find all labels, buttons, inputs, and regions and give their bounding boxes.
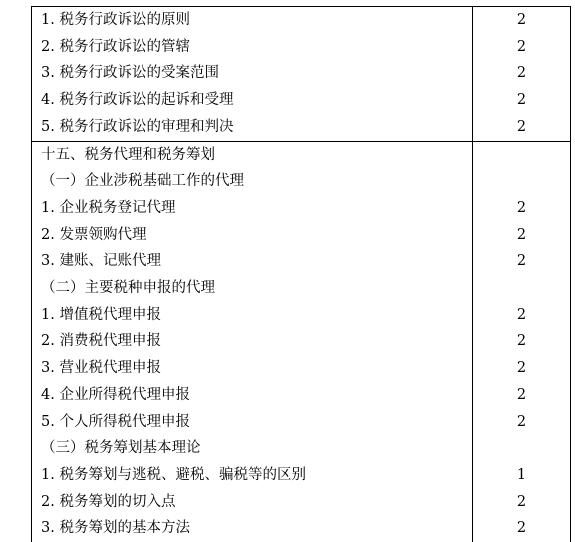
item-cell: 5. 税务行政诉讼的审理和判决 — [32, 114, 473, 141]
value-cell: 1 — [473, 462, 571, 489]
table-row — [32, 489, 571, 516]
item-cell: 1. 企业税务登记代理 — [32, 195, 473, 222]
value-cell — [473, 275, 571, 302]
table-row — [32, 222, 571, 249]
table-row — [32, 34, 571, 61]
value-cell: 2 — [473, 60, 571, 87]
item-cell: 1. 税务行政诉讼的原则 — [32, 7, 473, 34]
value-cell — [473, 141, 571, 168]
subsection-heading: （二）主要税种申报的代理 — [32, 275, 473, 302]
value-cell — [473, 435, 571, 462]
value-cell: 2 — [473, 114, 571, 141]
table-row — [32, 355, 571, 382]
section-heading: 十五、税务代理和税务筹划 — [32, 141, 473, 168]
subsection-heading: （一）企业涉税基础工作的代理 — [32, 168, 473, 195]
subsection-heading: （三）税务筹划基本理论 — [32, 435, 473, 462]
item-cell: 2. 发票领购代理 — [32, 222, 473, 249]
value-cell: 2 — [473, 7, 571, 34]
table-row — [32, 87, 571, 114]
value-cell — [473, 168, 571, 195]
table-row — [32, 60, 571, 87]
value-cell: 2 — [473, 34, 571, 61]
subsection-heading-row — [32, 435, 571, 462]
value-cell: 2 — [473, 87, 571, 114]
item-cell: 3. 税务行政诉讼的受案范围 — [32, 60, 473, 87]
table-row — [32, 409, 571, 436]
item-cell: 2. 税务筹划的切入点 — [32, 489, 473, 516]
table-row — [32, 195, 571, 222]
item-cell: 4. 企业所得税代理申报 — [32, 382, 473, 409]
value-cell: 2 — [473, 222, 571, 249]
value-cell: 2 — [473, 382, 571, 409]
value-cell: 2 — [473, 489, 571, 516]
value-cell: 2 — [473, 355, 571, 382]
value-cell: 2 — [473, 248, 571, 275]
syllabus-table-body — [32, 7, 571, 542]
subsection-heading-row — [32, 168, 571, 195]
table-row — [32, 248, 571, 275]
table-row — [32, 382, 571, 409]
item-cell: 4. 税务行政诉讼的起诉和受理 — [32, 87, 473, 114]
value-cell: 2 — [473, 195, 571, 222]
value-cell: 2 — [473, 515, 571, 542]
item-cell: 1. 税务筹划与逃税、避税、骗税等的区别 — [32, 462, 473, 489]
section-heading-row — [32, 141, 571, 168]
item-cell: 3. 建账、记账代理 — [32, 248, 473, 275]
table-row — [32, 114, 571, 141]
table-row — [32, 462, 571, 489]
table-row — [32, 328, 571, 355]
table-row — [32, 7, 571, 34]
item-cell: 3. 税务筹划的基本方法 — [32, 515, 473, 542]
item-cell: 2. 消费税代理申报 — [32, 328, 473, 355]
item-cell: 1. 增值税代理申报 — [32, 302, 473, 329]
value-cell: 2 — [473, 302, 571, 329]
table-row — [32, 515, 571, 542]
table-row — [32, 302, 571, 329]
item-cell: 3. 营业税代理申报 — [32, 355, 473, 382]
syllabus-table — [31, 6, 571, 542]
item-cell: 2. 税务行政诉讼的管辖 — [32, 34, 473, 61]
item-cell: 5. 个人所得税代理申报 — [32, 409, 473, 436]
value-cell: 2 — [473, 328, 571, 355]
subsection-heading-row — [32, 275, 571, 302]
value-cell: 2 — [473, 409, 571, 436]
